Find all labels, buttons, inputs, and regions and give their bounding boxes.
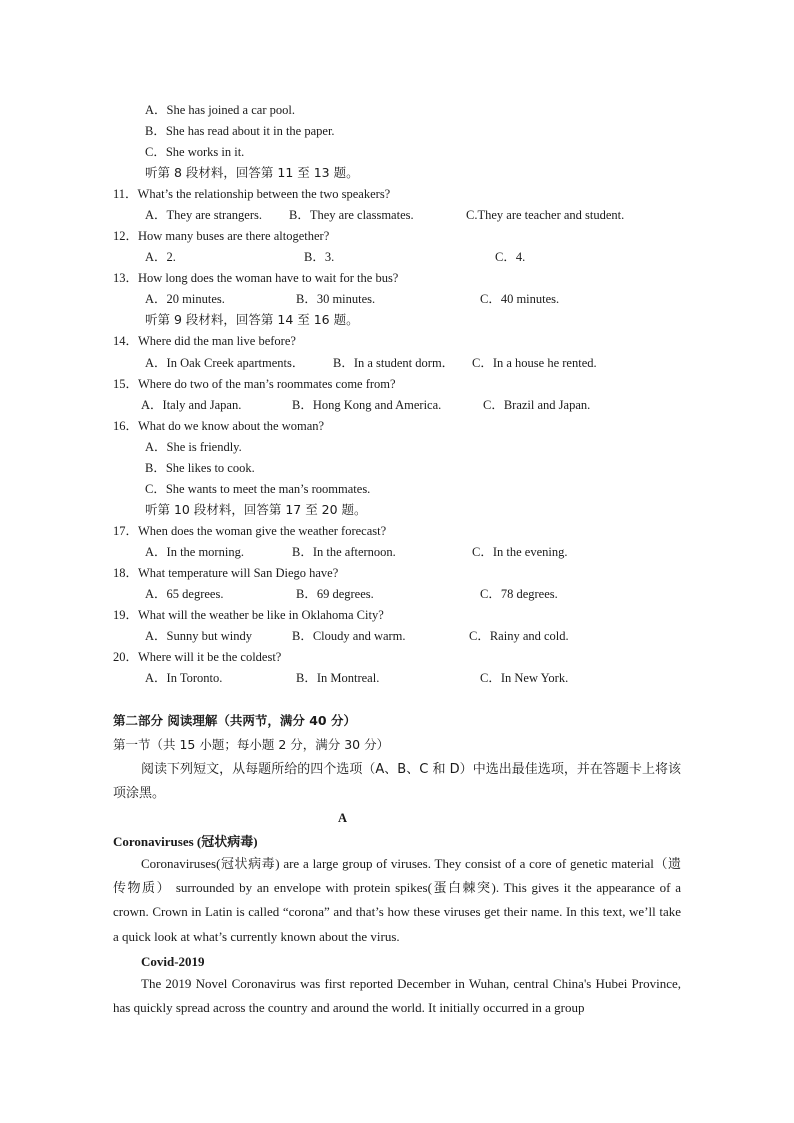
passage-paragraph-2 (113, 972, 681, 1020)
q10-option-c: C．She works in it. (145, 145, 245, 159)
section-9-instruction: 听第 9 段材料，回答第 14 至 16 题。 (145, 312, 359, 327)
q13-option-a: A．20 minutes. (145, 292, 225, 306)
q20-stem: 20．Where will it be the coldest? (113, 650, 282, 664)
q17-stem: 17．When does the woman give the weather forecast? (113, 524, 387, 538)
q16-stem: 16．What do we know about the woman? (113, 419, 325, 433)
reading-instruction (113, 758, 681, 806)
section-1-heading: 第一节（共 15 小题；每小题 2 分，满分 30 分） (113, 737, 390, 752)
q20-option-c: C．In New York. (480, 671, 569, 685)
part-2-heading: 第二部分 阅读理解（共两节，满分 40 分） (113, 713, 356, 728)
q15-stem: 15．Where do two of the man’s roommates come from? (113, 377, 396, 391)
passage-paragraph-2-text: The 2019 Novel Coronavirus was first reported December in Wuhan, central China's Hubei Province, has quickly spread across the country and around the world. It initially occurred in a group (113, 976, 681, 1016)
q20-option-a: A．In Toronto. (145, 671, 223, 685)
q19-option-b: B．Cloudy and warm. (292, 629, 406, 643)
q13-stem: 13．How long does the woman have to wait for the bus? (113, 271, 399, 285)
q11-stem: 11．What’s the relationship between the two speakers? (113, 187, 391, 201)
q17-option-b: B．In the afternoon. (292, 545, 396, 559)
q11-option-b: B．They are classmates. (289, 208, 414, 222)
passage-label: A (338, 811, 348, 825)
q12-option-c: C．4. (495, 250, 526, 264)
q17-option-a: A．In the morning. (145, 545, 244, 559)
q12-option-b: B．3. (304, 250, 335, 264)
q10-option-b: B．She has read about it in the paper. (145, 124, 335, 138)
q16-option-c: C．She wants to meet the man’s roommates. (145, 482, 371, 496)
passage-paragraph-1 (113, 852, 681, 949)
section-8-instruction: 听第 8 段材料，回答第 11 至 13 题。 (145, 165, 359, 180)
q19-option-c: C．Rainy and cold. (469, 629, 569, 643)
q18-option-c: C．78 degrees. (480, 587, 558, 601)
q18-option-a: A．65 degrees. (145, 587, 224, 601)
q14-option-c: C．In a house he rented. (472, 356, 597, 370)
q19-option-a: A．Sunny but windy (145, 629, 252, 643)
q11-option-c: C.They are teacher and student. (466, 208, 625, 222)
q12-stem: 12．How many buses are there altogether? (113, 229, 330, 243)
passage-title: Coronaviruses (冠状病毒) (113, 834, 258, 849)
q13-option-c: C．40 minutes. (480, 292, 560, 306)
q11-option-a: A．They are strangers. (145, 208, 262, 222)
q20-option-b: B．In Montreal. (296, 671, 380, 685)
q18-option-b: B．69 degrees. (296, 587, 374, 601)
q12-option-a: A．2. (145, 250, 176, 264)
q19-stem: 19．What will the weather be like in Oklahoma City? (113, 608, 384, 622)
q18-stem: 18．What temperature will San Diego have? (113, 566, 339, 580)
reading-instruction-text: 阅读下列短文，从每题所给的四个选项（A、B、C 和 D）中选出最佳选项，并在答题卡上将该项涂黑。 (113, 762, 681, 802)
q14-option-b: B．In a student dorm． (333, 356, 455, 370)
q13-option-b: B．30 minutes. (296, 292, 376, 306)
q15-option-c: C．Brazil and Japan. (483, 398, 591, 412)
q14-stem: 14．Where did the man live before? (113, 334, 296, 348)
section-10-instruction: 听第 10 段材料，回答第 17 至 20 题。 (145, 502, 367, 517)
q15-option-a: A．Italy and Japan. (141, 398, 242, 412)
passage-subtitle: Covid-2019 (141, 954, 205, 969)
q16-option-b: B．She likes to cook. (145, 461, 255, 475)
q10-option-a: A．She has joined a car pool. (145, 103, 295, 117)
q15-option-b: B．Hong Kong and America. (292, 398, 442, 412)
q14-option-a: A．In Oak Creek apartments． (145, 356, 305, 370)
q16-option-a: A．She is friendly. (145, 440, 242, 454)
q17-option-c: C．In the evening. (472, 545, 568, 559)
passage-paragraph-1-text: Coronaviruses(冠状病毒) are a large group of viruses. They consist of a core of genetic material（遗传物质） surrounded by an envelope with protein spikes(蛋白棘突). This gives it the appearance of a crown. Crown in Latin is called “corona” and that’s how these viruses get their name. In this text, we’ll take a quick look at what’s currently known about the virus. (113, 856, 681, 944)
